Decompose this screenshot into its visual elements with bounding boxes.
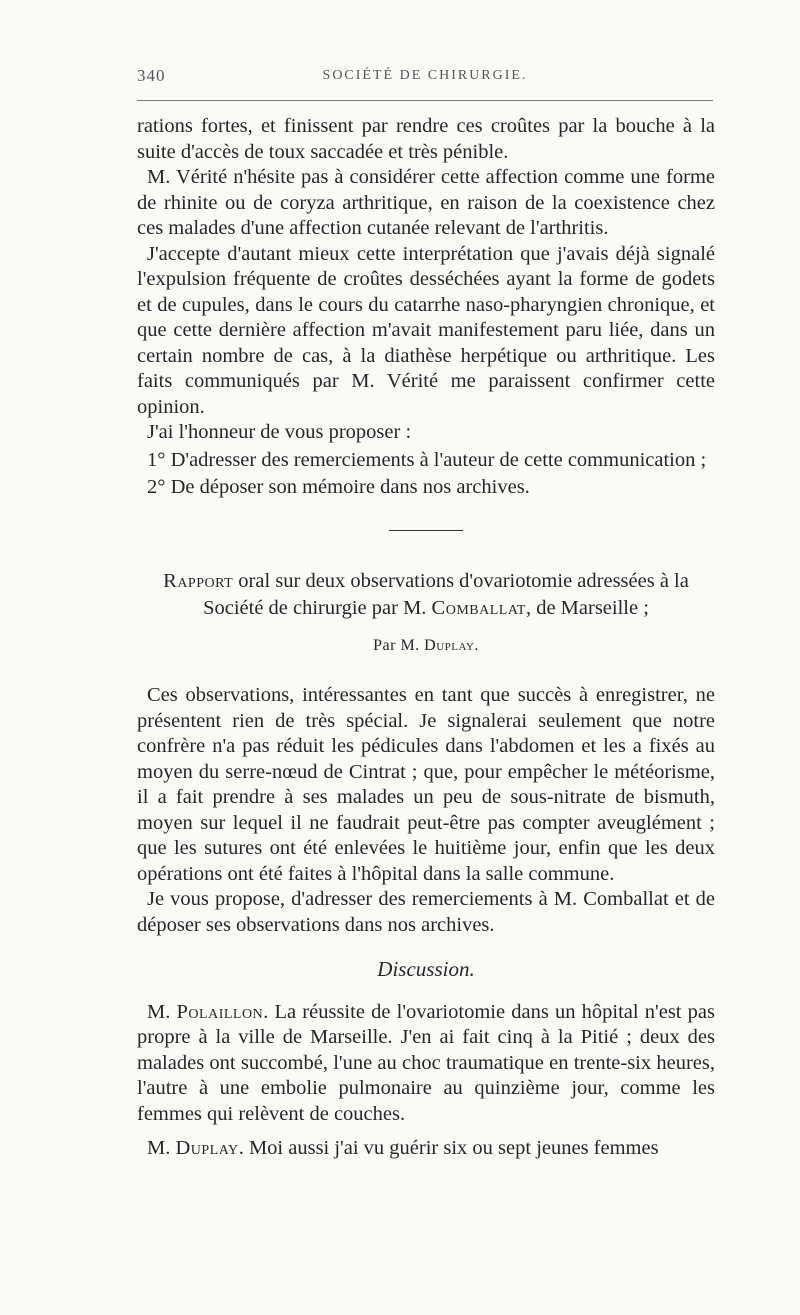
speaker-prefix: M.: [147, 1000, 177, 1023]
proposal-item-2: 2° De déposer son mémoire dans nos archives.: [147, 476, 530, 498]
report-byline: [137, 633, 715, 659]
report-paragraph-observations: Ces observations, intéressantes en tant que succès à enregistrer, ne présentent rien de très spécial. Je signalerai seulement que notre confrère n'a pas réduit les pédicules dans l'abdomen et les a fixés au moyen du serre-nœud de Cintrat ; que, pour empêcher le météorisme, il a fait prendre à ses malades un peu de sous-nitrate de bismuth, moyen sur lequel il ne faudrait peut-être pas compter aveuglément ; que les sutures ont été enlevées le huitième jour, enfin que les deux opérations ont été faites à l'hôpital dans la salle commune.: [137, 684, 715, 885]
report-paragraph-proposal: Je vous propose, d'adresser des remerciements à M. Comballat et de déposer ses observations dans nos archives.: [137, 888, 715, 936]
paragraph-verite-opinion: M. Vérité n'hésite pas à considérer cette affection comme une forme de rhinite ou de coryza arthritique, en raison de la coexistence chez ces malades d'une affection cutanée relevant de l'arthritis.: [137, 166, 715, 239]
byline-suffix: .: [474, 636, 479, 654]
report-title-rapport: Rapport: [163, 569, 234, 592]
paragraph-interpretation: J'accepte d'autant mieux cette interprétation que j'avais déjà signalé l'expulsion fréquente de croûtes desséchées ayant la forme de godets et de cupules, dans le cours du catarrhe naso-pharyngien chronique, et que cette dernière affection m'avait manifestement paru liée, dans un certain nombre de cas, à la diathèse herpétique ou arthritique. Les faits communiqués par M. Vérité me paraissent confirmer cette opinion.: [137, 242, 715, 418]
speaker-text: . Moi aussi j'ai vu guérir six ou sept jeunes femmes: [238, 1137, 659, 1159]
paragraph-proposal-intro: J'ai l'honneur de vous proposer :: [147, 421, 412, 443]
byline-name: Duplay: [424, 636, 475, 654]
discussion-duplay: [137, 1136, 715, 1162]
page-header: [137, 66, 713, 88]
proposal-item-1: 1° D'adresser des remerciements à l'auteur de cette communication ;: [147, 448, 707, 471]
report-title: [137, 568, 715, 622]
byline-prefix: Par M.: [373, 636, 425, 654]
section-separator: [389, 530, 463, 531]
report-title-text-2: , de Marseille ;: [525, 596, 649, 619]
header-rule: [137, 100, 713, 101]
page-number: 340: [137, 66, 166, 85]
report-title-text-1: oral sur deux observations d'ovariotomie adressées à la Société de chirurgie par M.: [203, 569, 689, 619]
discussion-heading: Discussion.: [377, 957, 475, 981]
speaker-text: . La réussite de l'ovariotomie dans un hôpital n'est pas propre à la ville de Marseille. J'en ai fait cinq à la Pitié ; deux des malades ont succombé, l'une au choc traumatique en trente-six heures, l'autre à une embolie pulmonaire au quinzième jour, comme les femmes qui relèvent de couches.: [137, 1000, 715, 1125]
speaker-name: Polaillon: [176, 1000, 264, 1023]
paragraph-continuation: rations fortes, et finissent par rendre ces croûtes par la bouche à la suite d'accès de toux saccadée et très pénible.: [137, 115, 715, 163]
speaker-name: Duplay: [175, 1137, 239, 1159]
discussion-polaillon: [137, 1000, 715, 1128]
report-title-author: Comballat: [431, 596, 526, 619]
body-text: [137, 114, 715, 1162]
speaker-prefix: M.: [147, 1137, 176, 1159]
running-head: SOCIÉTÉ DE CHIRURGIE.: [322, 68, 528, 83]
